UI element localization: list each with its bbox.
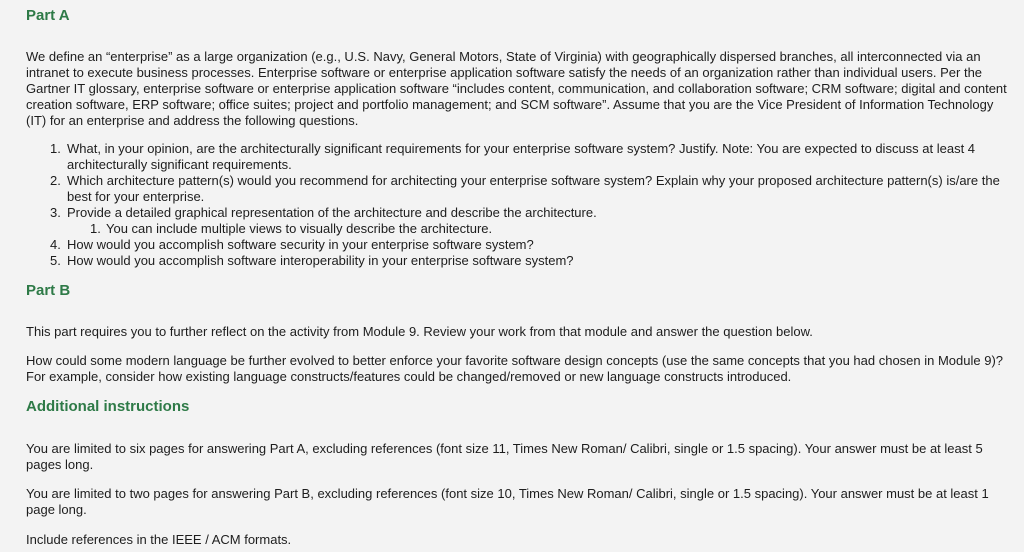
question-text: How would you accomplish software security in your enterprise software system? (67, 237, 534, 252)
question-item (50, 237, 1016, 253)
sub-question-text: You can include multiple views to visually describe the architecture. (106, 221, 493, 236)
sub-question-number: 1. (90, 221, 101, 236)
part-b-heading: Part B (26, 282, 71, 299)
instruction-part-b-limit: You are limited to two pages for answering Part B, excluding references (font size 10, Times New Roman/ Calibri, single or 1.5 spacing). Your answer must be at least 1 page long. (26, 486, 989, 517)
question-item (50, 253, 1016, 269)
question-number: 5. (50, 253, 61, 268)
question-number: 2. (50, 173, 61, 188)
instruction-references: Include references in the IEEE / ACM formats. (26, 532, 292, 547)
part-a-questions (50, 141, 1016, 269)
additional-instructions-heading: Additional instructions (26, 398, 190, 415)
instruction-part-a-limit: You are limited to six pages for answering Part A, excluding references (font size 11, Times New Roman/ Calibri, single or 1.5 spacing). Your answer must be at least 5 pages long. (26, 441, 983, 472)
part-b-question: How could some modern language be further evolved to better enforce your favorite software design concepts (use the same concepts that you had chosen in Module 9)? For example, consider how existing language constructs/features could be changed/removed or new language constructs introduced. (26, 353, 1004, 384)
part-a-intro: We define an “enterprise” as a large organization (e.g., U.S. Navy, General Motors, State of Virginia) with geographically dispersed branches, all interconnected via an intranet to execute business processes. Enterprise software or enterprise application software satisfy the needs of an organization rather than individual users. Per the Gartner IT glossary, enterprise software or enterprise application software “includes content, communication, and collaboration software; CRM software; digital and content creation software, ERP software; office suites; project and portfolio management; and SCM software”. Assume that you are the Vice President of Information Technology (IT) for an enterprise and address the following questions. (26, 49, 1007, 128)
question-number: 3. (50, 205, 61, 220)
question-item (50, 141, 1016, 173)
question-number: 4. (50, 237, 61, 252)
question-item (50, 173, 1016, 205)
question-number: 1. (50, 141, 61, 156)
question-item (50, 205, 1016, 237)
question-text: What, in your opinion, are the architecturally significant requirements for your enterprise software system? Justify. Note: You are expected to discuss at least 4 architecturally significant requirements. (67, 141, 976, 172)
sub-question-item (90, 221, 1016, 237)
part-b-paragraph: This part requires you to further reflect on the activity from Module 9. Review your work from that module and answer the question below. (26, 324, 813, 339)
question-text: Provide a detailed graphical representation of the architecture and describe the architecture. (67, 205, 597, 220)
question-text: Which architecture pattern(s) would you recommend for architecting your enterprise software system? Explain why your proposed architecture pattern(s) is/are the best for your enterprise. (67, 173, 1000, 204)
question-text: How would you accomplish software interoperability in your enterprise software system? (67, 253, 574, 268)
part-a-heading: Part A (26, 7, 70, 24)
question-sublist (67, 221, 1016, 237)
